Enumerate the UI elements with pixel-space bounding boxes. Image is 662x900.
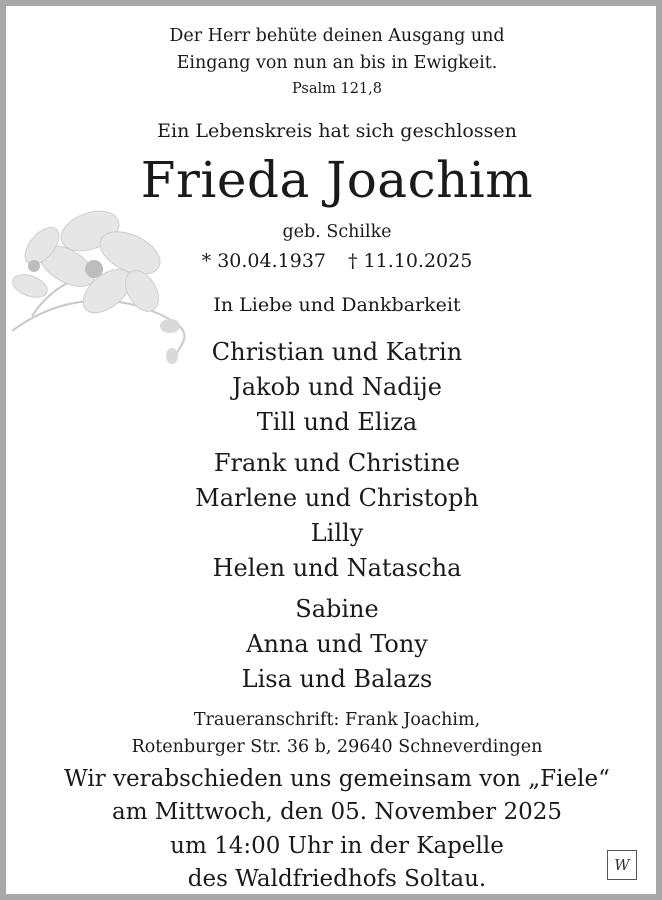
service-line-4: des Waldfriedhofs Soltau. <box>187 866 487 892</box>
service-line-1: Wir verabschieden uns gemeinsam von „Fiele“ <box>64 766 610 792</box>
dedication-text: In Liebe und Dankbarkeit <box>213 294 461 316</box>
family-member: Christian und Katrin <box>211 338 463 366</box>
family-member: Till und Eliza <box>256 408 418 436</box>
family-member: Marlene und Christoph <box>195 484 479 512</box>
maiden-name: geb. Schilke <box>282 222 392 242</box>
family-member: Helen und Natascha <box>212 554 462 582</box>
family-member: Lisa und Balazs <box>241 665 433 693</box>
verse-reference: Psalm 121,8 <box>292 81 382 97</box>
family-member: Anna und Tony <box>246 630 428 658</box>
family-member: Frank und Christine <box>213 449 461 477</box>
family-member: Jakob und Nadije <box>232 373 442 401</box>
death-date: † 11.10.2025 <box>348 250 473 272</box>
service-line-2: am Mittwoch, den 05. November 2025 <box>112 799 562 825</box>
address-line-1: Traueranschrift: Frank Joachim, <box>193 710 481 730</box>
address-line-2: Rotenburger Str. 36 b, 29640 Schneverdingen <box>131 737 543 757</box>
publisher-signet-icon: W <box>607 850 637 880</box>
family-member: Lilly <box>310 519 364 547</box>
verse-line-1: Der Herr behüte deinen Ausgang und <box>169 26 505 46</box>
verse-line-2: Eingang von nun an bis in Ewigkeit. <box>176 53 498 73</box>
birth-date: * 30.04.1937 <box>201 250 326 272</box>
family-member: Sabine <box>295 595 379 623</box>
intro-text: Ein Lebenskreis hat sich geschlossen <box>157 120 517 142</box>
deceased-name: Frieda Joachim <box>140 151 534 209</box>
service-line-3: um 14:00 Uhr in der Kapelle <box>170 833 504 859</box>
life-dates <box>6 250 662 272</box>
